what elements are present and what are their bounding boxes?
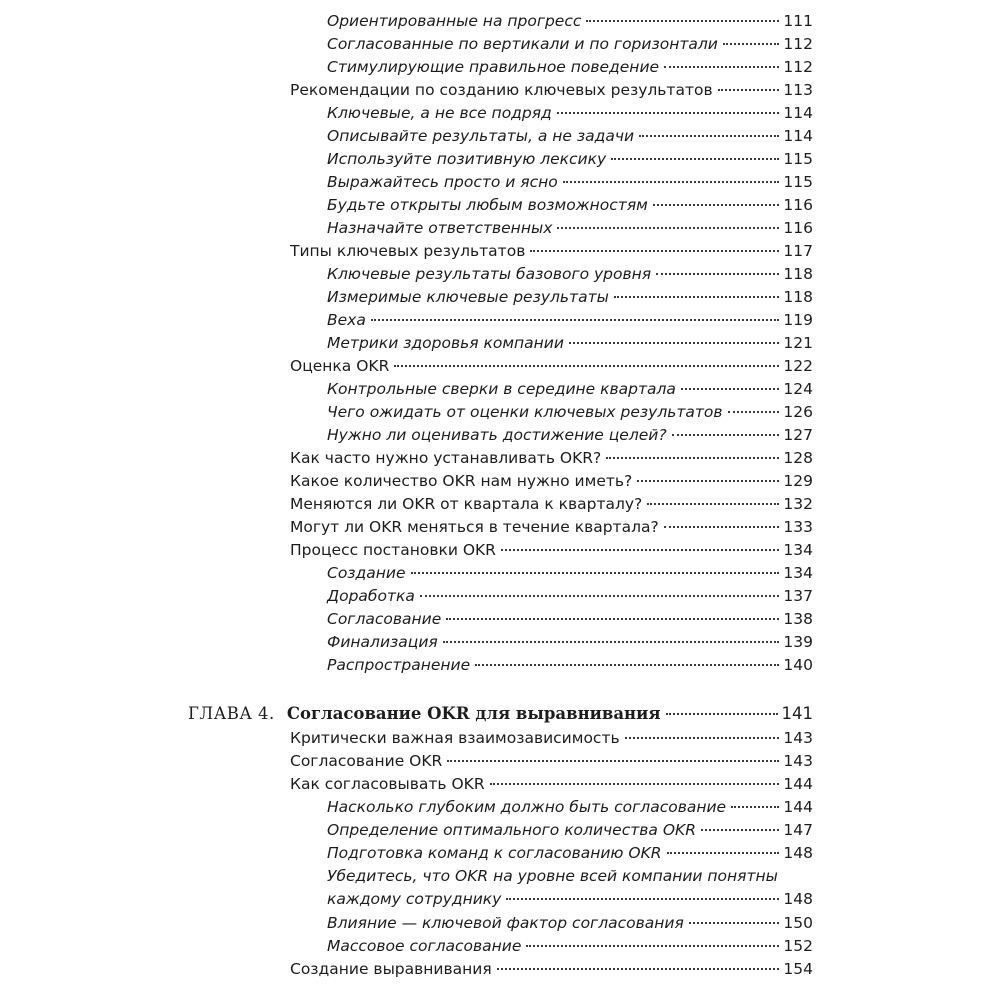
toc-entry-page: 144: [783, 798, 813, 816]
leader-dots: [656, 273, 779, 275]
leader-dots: [420, 595, 779, 597]
leader-dots: [666, 713, 778, 715]
toc-entry: [327, 914, 813, 937]
chapter-heading: [188, 704, 813, 727]
toc-entry: [290, 775, 813, 798]
toc-entry-page: 144: [783, 775, 813, 793]
toc-entry: [290, 541, 813, 564]
toc-entry-page: 116: [783, 196, 813, 214]
toc-entry-title: Создание: [327, 564, 406, 582]
toc-entry-page: 114: [783, 127, 813, 145]
toc-entry: [290, 449, 813, 472]
toc-entry-title: Стимулирующие правильное поведение: [327, 58, 660, 76]
toc-entry-title: Могут ли OKR меняться в течение квартала?: [290, 518, 659, 536]
leader-dots: [731, 806, 779, 808]
toc-entry: [327, 380, 813, 403]
toc-entry: [290, 357, 813, 380]
toc-entry: [327, 219, 813, 242]
toc-entry: [290, 472, 813, 495]
leader-dots: [394, 365, 779, 367]
toc-entry-page: 119: [783, 311, 813, 329]
toc-entry-page: 138: [783, 610, 813, 628]
toc-entry: [327, 12, 813, 35]
toc-entry-title: Доработка: [327, 587, 415, 605]
toc-entry-page: 143: [783, 752, 813, 770]
toc-entry: [327, 844, 813, 867]
toc-entry-page: 111: [783, 12, 813, 30]
toc-entry-page: 118: [783, 288, 813, 306]
toc-entry-page: 154: [783, 960, 813, 978]
toc-entry-page: 116: [783, 219, 813, 237]
toc-entry: [327, 150, 813, 173]
leader-dots: [681, 388, 779, 390]
toc-entry-title: Оценка OKR: [290, 357, 390, 375]
toc-entry: [327, 587, 813, 610]
leader-dots: [557, 227, 779, 229]
toc-entry-title: Ключевые, а не все подряд: [327, 104, 552, 122]
leader-dots: [664, 526, 779, 528]
toc-entry-title: Контрольные сверки в середине квартала: [327, 380, 676, 398]
toc-entry-title: Используйте позитивную лексику: [327, 150, 607, 168]
toc-entry-page: 113: [783, 81, 813, 99]
leader-dots: [490, 783, 779, 785]
toc-entry-title: Ключевые результаты базового уровня: [327, 265, 652, 283]
toc-entry: [327, 610, 813, 633]
leader-dots: [667, 852, 779, 854]
toc-entry-title: Критически важная взаимозависимость: [290, 729, 620, 747]
toc-entry-title: Чего ожидать от оценки ключевых результатов: [327, 403, 723, 421]
toc-entry-title: Процесс постановки OKR: [290, 541, 496, 559]
leader-dots: [611, 158, 779, 160]
toc-entry: [327, 821, 813, 844]
toc-entry-title-line1: Убедитесь, что OKR на уровне всей компании понятны: [327, 867, 778, 885]
toc-entry-page: 132: [783, 495, 813, 513]
toc-entry-title: Финализация: [327, 633, 438, 651]
toc-entry: [327, 288, 813, 311]
toc-entry: [290, 81, 813, 104]
chapter-title: Согласование OKR для выравнивания: [286, 704, 661, 723]
leader-dots: [443, 641, 779, 643]
toc-entry-page: 115: [783, 173, 813, 191]
toc-entry-title: Согласование OKR: [290, 752, 443, 770]
toc-entry: [327, 35, 813, 58]
toc-entry-page: 147: [783, 821, 813, 839]
toc-entry-page: 129: [783, 472, 813, 490]
toc-entry: [290, 729, 813, 752]
toc-entry-title: Будьте открыты любым возможностям: [327, 196, 648, 214]
toc-entry: [290, 752, 813, 775]
toc-entry-page: 134: [783, 541, 813, 559]
toc-entry-page: 112: [783, 58, 813, 76]
toc-entry: [290, 242, 813, 265]
toc-entry-title: Метрики здоровья компании: [327, 334, 564, 352]
leader-dots: [475, 664, 779, 666]
leader-dots: [530, 250, 779, 252]
leader-dots: [569, 342, 779, 344]
toc-entry-title: Выражайтесь просто и ясно: [327, 173, 558, 191]
toc-entry: [327, 127, 813, 150]
leader-dots: [447, 760, 779, 762]
toc-entry: [290, 495, 813, 518]
toc-entry: [327, 890, 813, 913]
toc-entry-page: 148: [783, 890, 813, 908]
leader-dots: [606, 457, 779, 459]
toc-entry-title: Влияние — ключевой фактор согласования: [327, 914, 684, 932]
toc-entry-page: 128: [783, 449, 813, 467]
toc-entry: [290, 960, 813, 983]
leader-dots: [411, 572, 779, 574]
toc-entry-page: 127: [783, 426, 813, 444]
leader-dots: [614, 296, 779, 298]
toc-entry: [327, 311, 813, 334]
toc-entry-page: 140: [783, 656, 813, 674]
toc-entry-page: 143: [783, 729, 813, 747]
toc-entry-title: Назначайте ответственных: [327, 219, 553, 237]
toc-entry-page: 121: [783, 334, 813, 352]
leader-dots: [586, 20, 779, 22]
toc-entry-title: Меняются ли OKR от квартала к кварталу?: [290, 495, 643, 513]
leader-dots: [653, 204, 779, 206]
toc-entry-page: 134: [783, 564, 813, 582]
toc-entry-title: Насколько глубоким должно быть согласование: [327, 798, 727, 816]
toc-entry-page: 118: [783, 265, 813, 283]
toc-entry-page: 124: [783, 380, 813, 398]
toc-entry-page: 122: [783, 357, 813, 375]
chapter-label: ГЛАВА 4.: [188, 704, 275, 723]
toc-entry-title: Как согласовывать OKR: [290, 775, 485, 793]
toc-entry: [327, 937, 813, 960]
toc-entry: [327, 58, 813, 81]
toc-entry-title: Какое количество OKR нам нужно иметь?: [290, 472, 633, 490]
leader-dots: [501, 549, 779, 551]
toc-entry-title: Как часто нужно устанавливать OKR?: [290, 449, 602, 467]
toc-entry-title: Типы ключевых результатов: [290, 242, 526, 260]
leader-dots: [557, 112, 779, 114]
leader-dots: [672, 434, 779, 436]
toc-entry-title: Нужно ли оценивать достижение целей?: [327, 426, 667, 444]
toc-entry-title: Ориентированные на прогресс: [327, 12, 582, 30]
toc-entry: [327, 265, 813, 288]
toc-entry: [327, 798, 813, 821]
leader-dots: [718, 89, 779, 91]
toc-entry-title: Согласование: [327, 610, 442, 628]
leader-dots: [506, 898, 779, 900]
leader-dots: [371, 319, 779, 321]
toc-entry-title: Создание выравнивания: [290, 960, 492, 978]
leader-dots: [701, 829, 779, 831]
toc-entry: [327, 564, 813, 587]
toc-entry-page: 152: [783, 937, 813, 955]
leader-dots: [446, 618, 779, 620]
toc-entry: [327, 633, 813, 656]
toc-entry: [327, 196, 813, 219]
toc-entry-title: Распространение: [327, 656, 471, 674]
leader-dots: [728, 411, 779, 413]
toc-entry-title-line2: каждому сотруднику: [327, 890, 502, 908]
toc-entry: [327, 656, 813, 679]
leader-dots: [723, 43, 779, 45]
toc-entry-page: 115: [783, 150, 813, 168]
leader-dots: [625, 737, 779, 739]
toc-entry-page: 114: [783, 104, 813, 122]
toc-entry-page: 112: [783, 35, 813, 53]
leader-dots: [526, 945, 779, 947]
toc-entry-page: 139: [783, 633, 813, 651]
leader-dots: [639, 135, 779, 137]
chapter-page: 141: [781, 704, 813, 723]
leader-dots: [664, 66, 779, 68]
toc-entry: [327, 403, 813, 426]
toc-entry-title: Измеримые ключевые результаты: [327, 288, 609, 306]
toc-entry-title: Определение оптимального количества OKR: [327, 821, 696, 839]
toc-entry: [290, 518, 813, 541]
toc-entry-title: Веха: [327, 311, 366, 329]
toc-entry-title: Описывайте результаты, а не задачи: [327, 127, 635, 145]
leader-dots: [497, 968, 779, 970]
toc-entry: [327, 104, 813, 127]
leader-dots: [637, 480, 779, 482]
toc-entry: [327, 173, 813, 196]
toc-entry: [327, 426, 813, 449]
toc-entry-title: Массовое согласование: [327, 937, 522, 955]
toc-entry-page: 117: [783, 242, 813, 260]
toc-entry: [327, 334, 813, 357]
toc-entry-page: 150: [783, 914, 813, 932]
toc-entry-page: 148: [783, 844, 813, 862]
leader-dots: [563, 181, 779, 183]
toc-entry-page: 137: [783, 587, 813, 605]
toc-entry-title: Рекомендации по созданию ключевых результатов: [290, 81, 713, 99]
toc-entry-page: 126: [783, 403, 813, 421]
leader-dots: [689, 922, 779, 924]
toc-entry-page: 133: [783, 518, 813, 536]
toc-entry-title: Согласованные по вертикали и по горизонтали: [327, 35, 718, 53]
toc-entry-title: Подготовка команд к согласованию OKR: [327, 844, 662, 862]
leader-dots: [647, 503, 779, 505]
